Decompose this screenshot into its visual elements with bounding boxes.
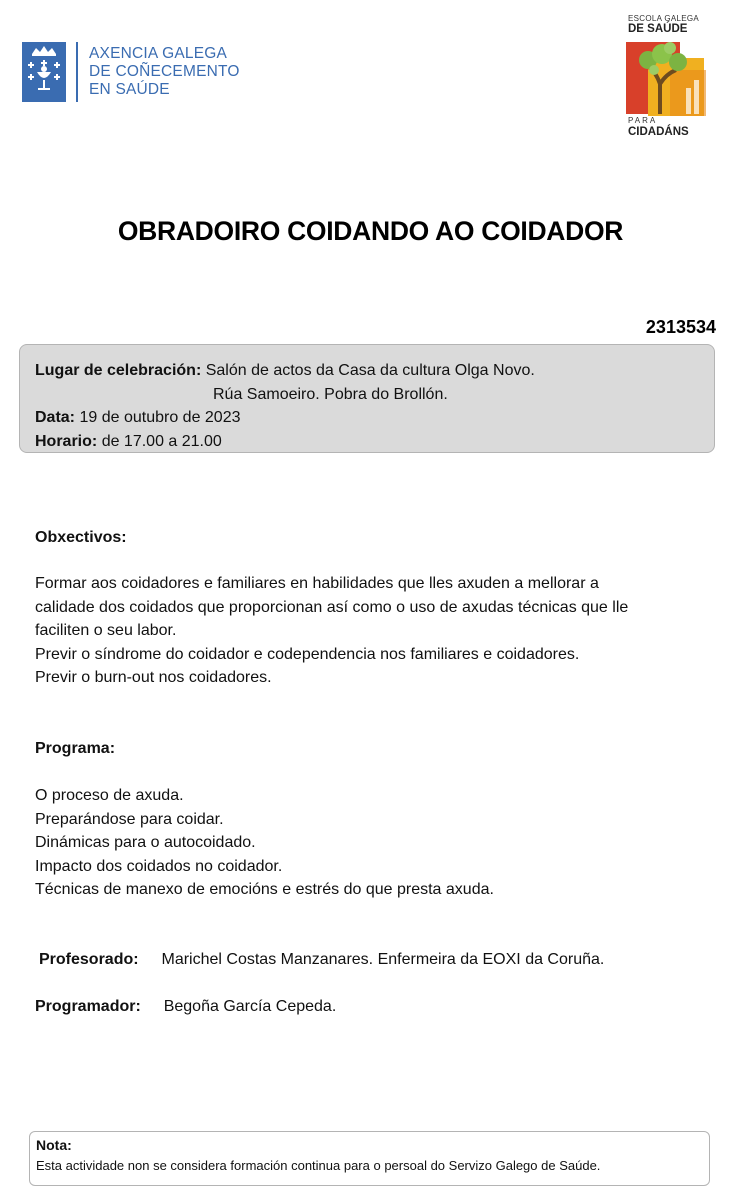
date-line — [35, 409, 241, 427]
program-item: Preparándose para coidar. — [35, 810, 224, 828]
location-value: Salón de actos da Casa da cultura Olga Novo. — [205, 362, 535, 379]
programmer-label: Programador: — [35, 998, 141, 1015]
agency-line-3: EN SAÚDE — [89, 81, 170, 98]
date-label: Data: — [35, 409, 76, 426]
objective-line: calidade dos coidados que proporcionan así como o uso de axudas técnicas que lle — [35, 598, 629, 616]
programmer-line — [35, 995, 336, 1019]
note-text: Esta actividade non se considera formación continua para o persoal do Servizo Galego de Saúde. — [36, 1158, 601, 1173]
agency-logo — [22, 42, 262, 104]
logo-divider — [76, 42, 78, 102]
page-title: OBRADOIRO COIDANDO AO COIDADOR — [117, 216, 624, 246]
objective-line: Formar aos coidadores e familiares en habilidades que lles axuden a mellorar a — [35, 575, 599, 592]
program-item: Técnicas de manexo de emocións e estrés do que presta axuda. — [35, 881, 494, 898]
program-item: Dinámicas para o autocoidado. — [35, 834, 256, 851]
teacher-value: Marichel Costas Manzanares. Enfermeira da EOXI da Coruña. — [161, 951, 605, 968]
teacher-label: Profesorado: — [39, 951, 139, 968]
program-item: Impacto dos coidados no coidador. — [35, 857, 283, 875]
schedule-label: Horario: — [35, 433, 98, 450]
school-top-text: ESCOLA GALEGA — [628, 14, 700, 23]
agency-line-2: DE COÑECEMENTO — [89, 63, 240, 80]
location-label: Lugar de celebración: — [35, 362, 202, 379]
schedule-value: de 17.00 a 21.00 — [101, 433, 222, 450]
program-item: O proceso de axuda. — [35, 787, 184, 804]
objective-line: faciliten o seu labor. — [35, 622, 177, 639]
agency-name — [89, 45, 240, 99]
school-cid-text: CIDADÁNS — [628, 126, 689, 138]
program-heading: Programa: — [35, 740, 116, 757]
date-value: 19 de outubro de 2023 — [79, 409, 241, 426]
activity-code: 2313534 — [645, 317, 716, 337]
note-title: Nota: — [36, 1137, 72, 1153]
program-body — [35, 784, 494, 902]
programmer-value: Begoña García Cepeda. — [163, 998, 337, 1015]
agency-line-1: AXENCIA GALEGA — [89, 45, 228, 62]
objectives-body — [35, 572, 628, 690]
schedule-line — [35, 433, 222, 451]
objectives-heading: Obxectivos: — [35, 529, 127, 546]
info-box — [19, 344, 715, 453]
location-line — [35, 362, 535, 380]
note-box — [29, 1131, 710, 1186]
location-line-2: Rúa Samoeiro. Pobra do Brollón. — [213, 386, 448, 403]
teacher-line — [39, 948, 604, 972]
school-logo — [622, 12, 712, 140]
school-bold-text: DE SAÚDE — [628, 23, 688, 35]
tree-icon — [626, 40, 710, 116]
objective-line: Previr o síndrome do coidador e codependencia nos familiares e coidadores. — [35, 645, 580, 663]
objective-line: Previr o burn-out nos coidadores. — [35, 669, 272, 686]
galicia-seal-icon — [22, 42, 66, 102]
school-para-text: PARA — [628, 116, 658, 125]
